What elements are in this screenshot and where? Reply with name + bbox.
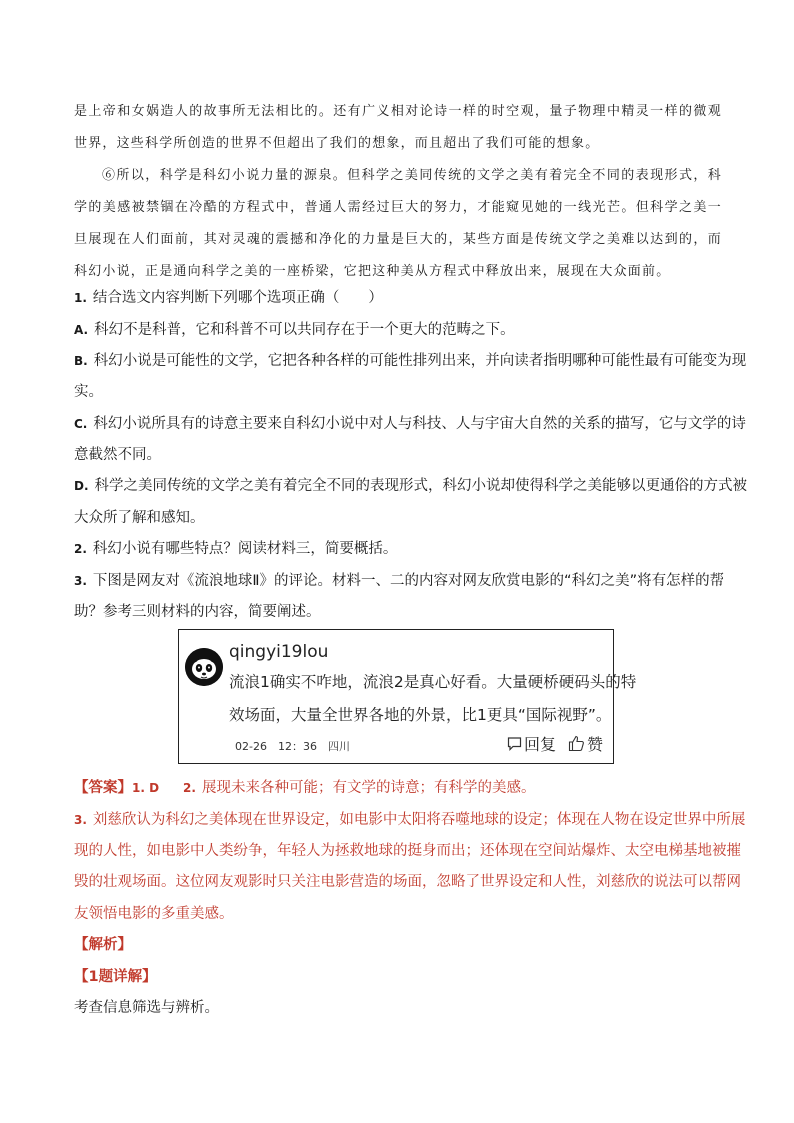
answer-3-line-4: 友领悟电影的多重美感。 — [74, 906, 234, 922]
option-c-text: 科幻小说所具有的诗意主要来自科幻小说中对人与科技、人与宇宙大自然的关系的描写，它与文学的诗 — [93, 416, 746, 432]
answer-3 — [74, 805, 746, 836]
reply-label: 回复 — [523, 735, 556, 754]
question-3-cont: 助？参考三则材料的内容，简要阐述。 — [74, 604, 321, 620]
option-b-label: B. — [74, 354, 88, 368]
option-c-label: C. — [74, 417, 88, 431]
thumbs-up-icon — [568, 735, 585, 752]
passage-paragraph-6: ⑥所以，科学是科幻小说力量的源泉。但科学之美同传统的文学之美有着完全不同的表现形式，科学的美感被禁锢在冷酷的方程式中，普通人需经过巨大的努力，才能窥见她的一线光芒。但科学之美一旦展现在人们面前，其对灵魂的震撼和净化的力量是巨大的，某些方面是传统文学之美难以达到的，而科幻小说，正是通向科学之美的一座桥梁，它把这种美从方程式中释放出来，展现在大众面前。 — [74, 168, 722, 279]
question-2-number: 2. — [74, 542, 87, 556]
question-1 — [74, 283, 724, 314]
comment-actions — [507, 732, 603, 755]
question-3 — [74, 566, 724, 597]
answer-3-line-3: 毁的壮观场面。这位网友观影时只关注电影营造的场面，忽略了世界设定和人性，刘慈欣的说法可以帮网 — [74, 874, 741, 890]
answer-3-line-2: 现的人性，如电影中人类纷争，年轻人为拯救地球的挺身而出；还体现在空间站爆炸、太空电梯基地被摧 — [74, 843, 741, 859]
question-3-text: 下图是网友对《流浪地球Ⅱ》的评论。材料一、二的内容对网友欣赏电影的“科幻之美”将有怎样的帮 — [92, 573, 725, 589]
option-a — [74, 315, 724, 346]
analysis-subtitle: 【1题详解】 — [74, 969, 157, 985]
answer-tag: 【答案】 — [74, 780, 132, 796]
panda-avatar-icon — [185, 648, 223, 686]
comment-meta: 02-26 12：36 四川 — [235, 740, 350, 753]
option-b-cont: 实。 — [74, 384, 103, 400]
option-b — [74, 346, 747, 377]
answer-2-number: 2. — [183, 781, 196, 795]
question-1-number: 1. — [74, 291, 87, 305]
reply-button[interactable] — [507, 732, 556, 755]
comment-text-line-2: 效场面，大量全世界各地的外景，比1更具“国际视野”。 — [229, 706, 612, 724]
option-b-text: 科幻小说是可能性的文学，它把各种各样的可能性排列出来，并向读者指明哪种可能性最有可能变为现 — [93, 353, 747, 369]
question-3-number: 3. — [74, 574, 87, 588]
option-d — [74, 471, 748, 502]
comment-screenshot — [178, 629, 637, 764]
option-c — [74, 409, 746, 440]
question-1-text: 结合选文内容判断下列哪个选项正确（ ） — [92, 290, 383, 306]
option-a-text: 科幻不是科普，它和科普不可以共同存在于一个更大的范畴之下。 — [94, 322, 515, 338]
analysis-text: 考查信息筛选与辨析。 — [74, 1000, 219, 1016]
comment-username[interactable]: qingyi19lou — [229, 642, 329, 662]
passage-paragraph-5: 是上帝和女娲造人的故事所无法相比的。还有广义相对论诗一样的时空观，量子物理中精灵一样的微观世界，这些科学所创造的世界不但超出了我们的想象，而且超出了我们可能的想象。 — [74, 104, 722, 151]
option-c-cont: 意截然不同。 — [74, 447, 161, 463]
option-d-text: 科学之美同传统的文学之美有着完全不同的表现形式，科幻小说却使得科学之美能够以更通俗的方式被 — [94, 478, 748, 494]
option-a-label: A. — [74, 323, 89, 337]
answer-3-text-line-1: 刘慈欣认为科幻之美体现在世界设定，如电影中太阳将吞噬地球的设定；体现在人物在设定世界中所展 — [92, 812, 746, 828]
analysis-tag: 【解析】 — [74, 937, 132, 953]
comment-text-line-1: 流浪1确实不咋地，流浪2是真心好看。大量硬桥硬码头的特 — [229, 673, 637, 691]
answer-3-number: 3. — [74, 813, 87, 827]
reply-icon — [507, 736, 522, 751]
option-d-cont: 大众所了解和感知。 — [74, 510, 205, 526]
question-2-text: 科幻小说有哪些特点？阅读材料三，简要概括。 — [92, 541, 398, 557]
like-label: 赞 — [586, 735, 603, 754]
answer-2-text: 展现未来各种可能；有文学的诗意；有科学的美感。 — [201, 780, 536, 796]
option-d-label: D. — [74, 479, 89, 493]
answer-line — [74, 773, 724, 804]
question-2 — [74, 534, 724, 565]
answer-1: 1. D — [132, 781, 160, 795]
like-button[interactable] — [568, 732, 603, 755]
